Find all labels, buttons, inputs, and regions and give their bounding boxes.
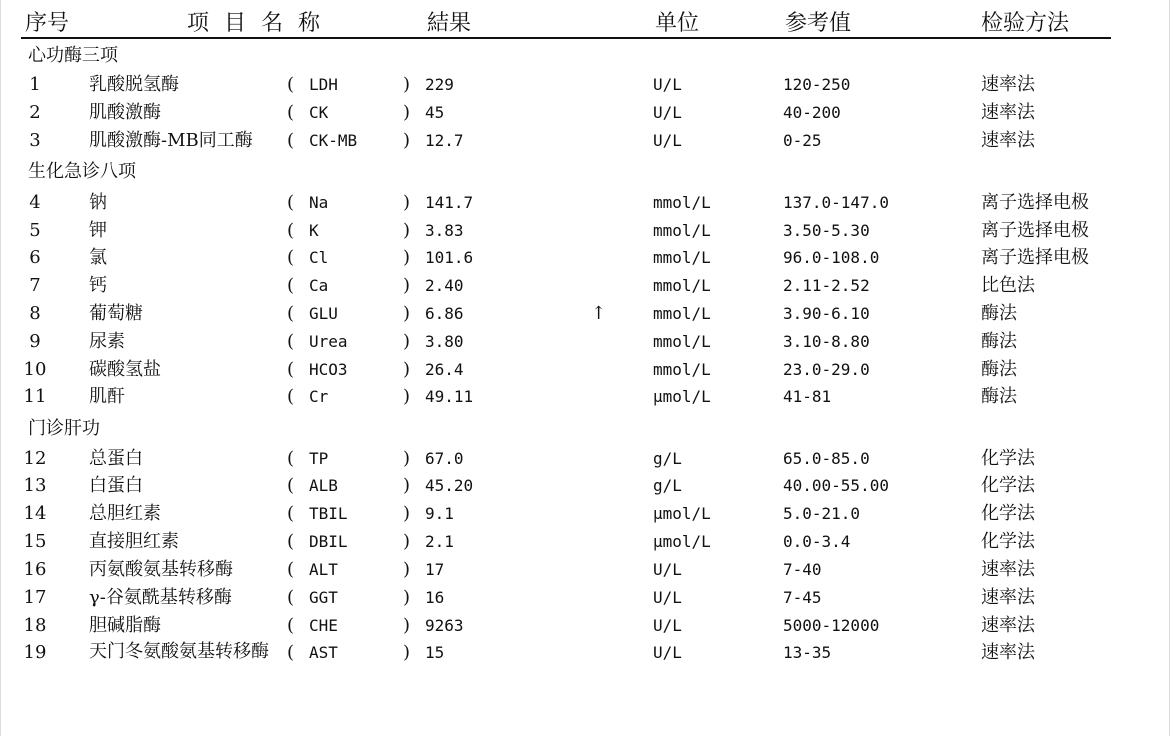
header-seq-no: 序号 <box>25 11 70 36</box>
item-name: 胆碱脂酶 <box>89 615 161 636</box>
paren-open: ( <box>287 247 295 268</box>
section-title: 门诊肝功 <box>28 418 100 439</box>
row-number: 4 <box>29 192 41 213</box>
row-number: 3 <box>29 130 41 151</box>
header-unit: 单位 <box>655 11 700 36</box>
section-title: 心功酶三项 <box>28 45 118 66</box>
row-number: 17 <box>23 587 47 608</box>
unit-value: U/L <box>653 643 682 662</box>
item-name: 直接胆红素 <box>89 531 179 552</box>
paren-open: ( <box>287 359 295 380</box>
section-title: 生化急诊八项 <box>28 161 136 182</box>
paren-close: ) <box>403 130 411 151</box>
item-name: 碳酸氢盐 <box>89 359 161 380</box>
test-method: 酶法 <box>981 359 1017 380</box>
paren-close: ) <box>403 559 411 580</box>
table-row <box>1 331 1170 359</box>
test-method: 速率法 <box>981 102 1035 123</box>
table-row <box>1 503 1170 531</box>
unit-value: mmol/L <box>653 193 711 212</box>
table-row <box>1 275 1170 303</box>
item-abbreviation: ALT <box>309 560 338 579</box>
result-value: 49.11 <box>425 387 474 406</box>
test-method: 速率法 <box>981 615 1035 636</box>
reference-range: 3.10-8.80 <box>783 332 870 351</box>
table-row <box>1 102 1170 130</box>
item-abbreviation: LDH <box>309 75 338 94</box>
header-result: 結果 <box>427 11 472 36</box>
test-method: 酶法 <box>981 303 1017 324</box>
unit-value: mmol/L <box>653 276 711 295</box>
paren-open: ( <box>287 331 295 352</box>
item-abbreviation: CHE <box>309 616 338 635</box>
unit-value: g/L <box>653 476 682 495</box>
table-row <box>1 386 1170 414</box>
reference-range: 65.0-85.0 <box>783 449 870 468</box>
unit-value: U/L <box>653 616 682 635</box>
unit-value: mmol/L <box>653 248 711 267</box>
reference-range: 0-25 <box>783 131 822 150</box>
reference-range: 40-200 <box>783 103 841 122</box>
paren-open: ( <box>287 192 295 213</box>
test-method: 酶法 <box>981 386 1017 407</box>
result-value: 45 <box>425 103 445 122</box>
table-row <box>1 74 1170 102</box>
header-divider <box>21 37 1111 39</box>
test-method: 化学法 <box>981 475 1035 496</box>
result-value: 17 <box>425 560 445 579</box>
test-method: 离子选择电极 <box>981 247 1089 268</box>
reference-range: 5000-12000 <box>783 616 880 635</box>
unit-value: mmol/L <box>653 304 711 323</box>
test-method: 化学法 <box>981 503 1035 524</box>
row-number: 13 <box>23 475 47 496</box>
reference-range: 137.0-147.0 <box>783 193 889 212</box>
result-value: 67.0 <box>425 449 464 468</box>
test-method: 速率法 <box>981 642 1035 663</box>
paren-close: ) <box>403 503 411 524</box>
row-number: 14 <box>23 503 47 524</box>
abnormal-flag: ↑ <box>591 303 607 324</box>
item-abbreviation: Cl <box>309 248 329 267</box>
table-row <box>1 192 1170 220</box>
item-abbreviation: AST <box>309 643 338 662</box>
result-value: 15 <box>425 643 445 662</box>
paren-open: ( <box>287 220 295 241</box>
result-value: 26.4 <box>425 360 464 379</box>
paren-open: ( <box>287 475 295 496</box>
item-abbreviation: CK-MB <box>309 131 358 150</box>
paren-open: ( <box>287 386 295 407</box>
paren-close: ) <box>403 615 411 636</box>
row-number: 7 <box>29 275 41 296</box>
test-method: 离子选择电极 <box>981 192 1089 213</box>
paren-open: ( <box>287 559 295 580</box>
item-name: 肌酐 <box>89 386 125 407</box>
item-abbreviation: CK <box>309 103 329 122</box>
result-value: 9263 <box>425 616 464 635</box>
item-name: 肌酸激酶-MB同工酶 <box>89 130 253 151</box>
result-value: 229 <box>425 75 454 94</box>
reference-range: 40.00-55.00 <box>783 476 889 495</box>
paren-open: ( <box>287 275 295 296</box>
item-abbreviation: K <box>309 221 319 240</box>
table-row <box>1 559 1170 587</box>
test-method: 速率法 <box>981 74 1035 95</box>
item-name: 白蛋白 <box>89 475 143 496</box>
result-value: 45.20 <box>425 476 474 495</box>
item-name: 葡萄糖 <box>89 303 143 324</box>
test-method: 速率法 <box>981 587 1035 608</box>
paren-open: ( <box>287 642 295 663</box>
paren-close: ) <box>403 275 411 296</box>
row-number: 8 <box>29 303 41 324</box>
test-method: 速率法 <box>981 559 1035 580</box>
paren-close: ) <box>403 303 411 324</box>
item-abbreviation: HCO3 <box>309 360 348 379</box>
reference-range: 23.0-29.0 <box>783 360 870 379</box>
row-number: 18 <box>23 615 47 636</box>
item-abbreviation: Urea <box>309 332 348 351</box>
row-number: 15 <box>23 531 47 552</box>
header-method: 检验方法 <box>981 11 1070 36</box>
test-method: 比色法 <box>981 275 1035 296</box>
reference-range: 96.0-108.0 <box>783 248 880 267</box>
item-abbreviation: ALB <box>309 476 338 495</box>
paren-close: ) <box>403 587 411 608</box>
item-name: 钙 <box>89 275 107 296</box>
table-row <box>1 475 1170 503</box>
result-value: 2.40 <box>425 276 464 295</box>
result-value: 9.1 <box>425 504 454 523</box>
unit-value: U/L <box>653 560 682 579</box>
result-value: 101.6 <box>425 248 474 267</box>
test-method: 离子选择电极 <box>981 220 1089 241</box>
paren-open: ( <box>287 531 295 552</box>
item-name: 氯 <box>89 247 107 268</box>
reference-range: 7-40 <box>783 560 822 579</box>
row-number: 9 <box>29 331 41 352</box>
header-reference: 参考值 <box>785 11 852 36</box>
result-value: 6.86 <box>425 304 464 323</box>
table-row <box>1 615 1170 643</box>
unit-value: U/L <box>653 103 682 122</box>
reference-range: 3.90-6.10 <box>783 304 870 323</box>
unit-value: U/L <box>653 131 682 150</box>
result-value: 3.83 <box>425 221 464 240</box>
paren-close: ) <box>403 531 411 552</box>
paren-close: ) <box>403 192 411 213</box>
result-value: 3.80 <box>425 332 464 351</box>
test-method: 化学法 <box>981 531 1035 552</box>
reference-range: 2.11-2.52 <box>783 276 870 295</box>
item-name: 天门冬氨酸氨基转移酶 <box>89 641 269 662</box>
item-name: γ-谷氨酰基转移酶 <box>89 587 232 608</box>
table-row <box>1 587 1170 615</box>
unit-value: U/L <box>653 588 682 607</box>
item-abbreviation: GLU <box>309 304 338 323</box>
reference-range: 3.50-5.30 <box>783 221 870 240</box>
table-row <box>1 359 1170 387</box>
row-number: 11 <box>23 386 47 407</box>
header-item-name: 项 目 名 称 <box>187 11 324 36</box>
paren-close: ) <box>403 386 411 407</box>
paren-close: ) <box>403 331 411 352</box>
test-method: 速率法 <box>981 130 1035 151</box>
paren-open: ( <box>287 303 295 324</box>
row-number: 10 <box>23 359 47 380</box>
item-name: 肌酸激酶 <box>89 102 161 123</box>
row-number: 16 <box>23 559 47 580</box>
table-row <box>1 303 1170 331</box>
row-number: 1 <box>29 74 41 95</box>
reference-range: 41-81 <box>783 387 832 406</box>
reference-range: 7-45 <box>783 588 822 607</box>
result-value: 12.7 <box>425 131 464 150</box>
paren-open: ( <box>287 102 295 123</box>
item-name: 总蛋白 <box>89 448 143 469</box>
paren-close: ) <box>403 220 411 241</box>
reference-range: 0.0-3.4 <box>783 532 851 551</box>
unit-value: mmol/L <box>653 221 711 240</box>
unit-value: g/L <box>653 449 682 468</box>
unit-value: mmol/L <box>653 332 711 351</box>
item-name: 丙氨酸氨基转移酶 <box>89 559 233 580</box>
result-value: 141.7 <box>425 193 474 212</box>
item-abbreviation: DBIL <box>309 532 348 551</box>
test-method: 化学法 <box>981 448 1035 469</box>
paren-open: ( <box>287 130 295 151</box>
table-row <box>1 220 1170 248</box>
unit-value: U/L <box>653 75 682 94</box>
item-name: 钾 <box>89 220 107 241</box>
result-value: 16 <box>425 588 445 607</box>
item-name: 钠 <box>89 192 107 213</box>
paren-open: ( <box>287 503 295 524</box>
item-abbreviation: Na <box>309 193 329 212</box>
row-number: 12 <box>23 448 47 469</box>
unit-value: μmol/L <box>653 532 711 551</box>
paren-open: ( <box>287 74 295 95</box>
item-abbreviation: TBIL <box>309 504 348 523</box>
item-name: 总胆红素 <box>89 503 161 524</box>
unit-value: μmol/L <box>653 504 711 523</box>
paren-close: ) <box>403 247 411 268</box>
unit-value: μmol/L <box>653 387 711 406</box>
item-abbreviation: Cr <box>309 387 329 406</box>
table-row <box>1 642 1170 670</box>
paren-close: ) <box>403 74 411 95</box>
reference-range: 13-35 <box>783 643 832 662</box>
row-number: 19 <box>23 642 47 663</box>
item-abbreviation: TP <box>309 449 329 468</box>
item-abbreviation: Ca <box>309 276 329 295</box>
row-number: 6 <box>29 247 41 268</box>
paren-close: ) <box>403 475 411 496</box>
paren-open: ( <box>287 615 295 636</box>
result-value: 2.1 <box>425 532 454 551</box>
table-row <box>1 247 1170 275</box>
reference-range: 120-250 <box>783 75 851 94</box>
paren-open: ( <box>287 587 295 608</box>
item-name: 尿素 <box>89 331 125 352</box>
paren-close: ) <box>403 102 411 123</box>
paren-close: ) <box>403 359 411 380</box>
paren-close: ) <box>403 642 411 663</box>
reference-range: 5.0-21.0 <box>783 504 861 523</box>
test-method: 酶法 <box>981 331 1017 352</box>
unit-value: mmol/L <box>653 360 711 379</box>
paren-open: ( <box>287 448 295 469</box>
table-row <box>1 531 1170 559</box>
table-row <box>1 130 1170 158</box>
paren-close: ) <box>403 448 411 469</box>
row-number: 2 <box>29 102 41 123</box>
row-number: 5 <box>29 220 41 241</box>
table-row <box>1 448 1170 476</box>
item-abbreviation: GGT <box>309 588 338 607</box>
item-name: 乳酸脱氢酶 <box>89 74 179 95</box>
